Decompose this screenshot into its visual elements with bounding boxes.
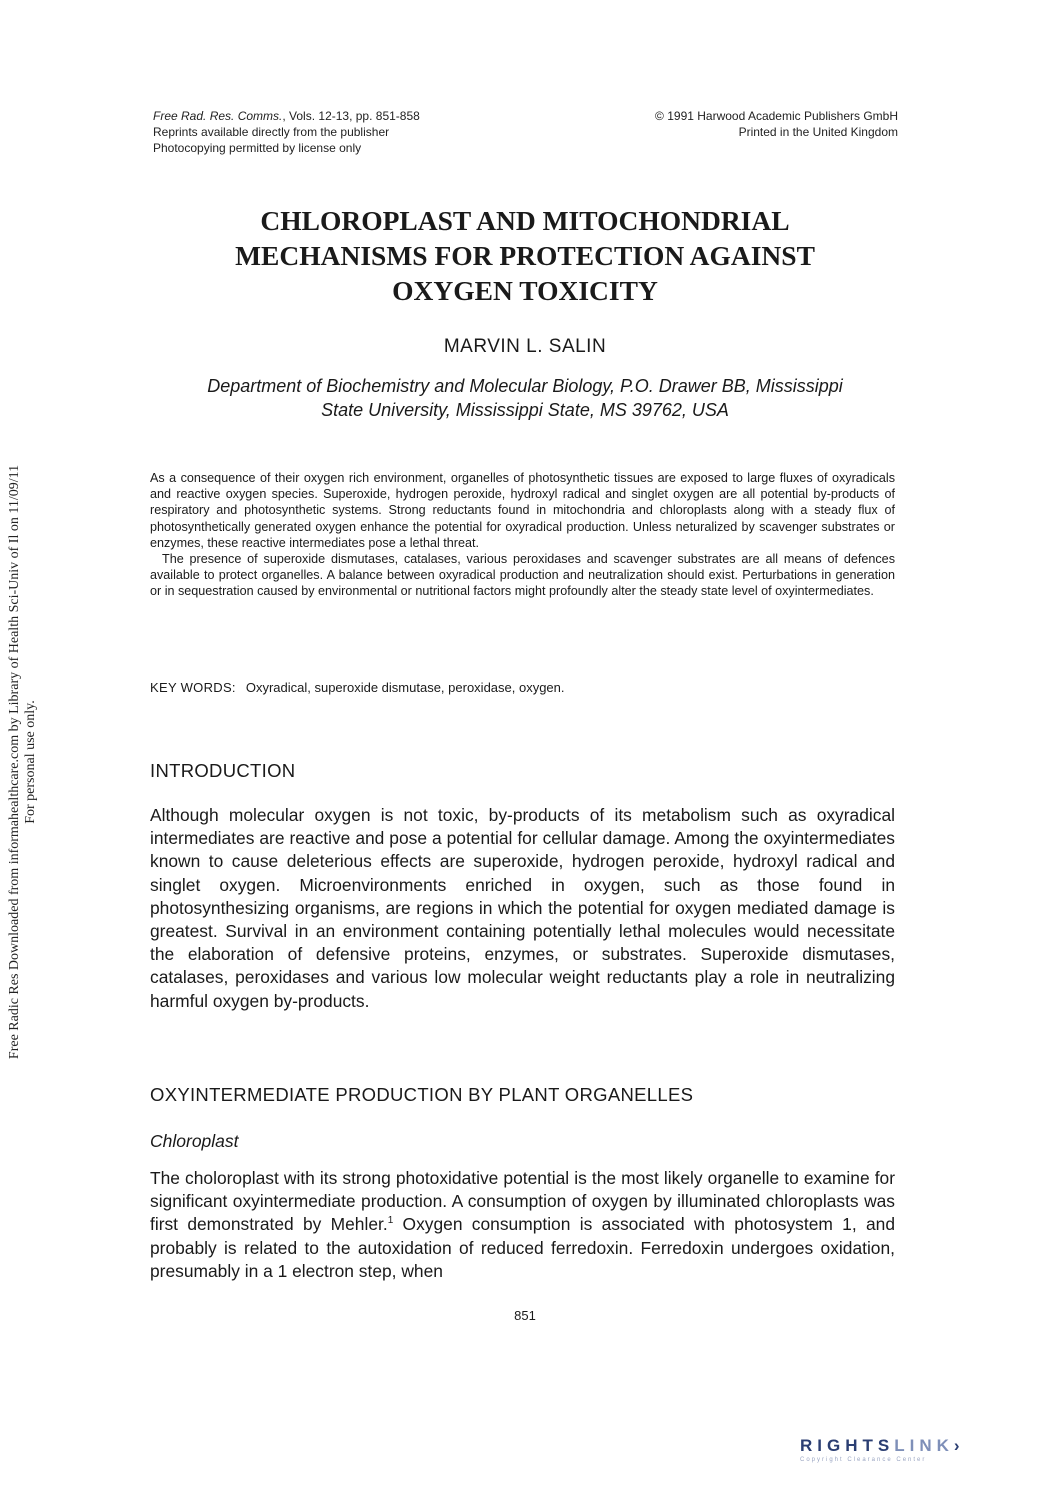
download-watermark — [0, 0, 46, 1500]
introduction-paragraph: Although molecular oxygen is not toxic, by-products of its metabolism such as oxyradical intermediates are reactive and pose a potential for cellular damage. Among the oxyintermediates known to cause deleterious effects are superoxide, hydrogen peroxide, hydroxyl radical and singlet oxygen. Microenvironments enriched in oxygen, such as those found in photosynthesizing organisms, are regions in which the potential for oxygen mediated damage is greatest. Survival in an environment containing potentially lethal molecules would necessitate the elaboration of defensive proteins, enzymes, or substrates. Superoxide dismutases, catalases, peroxidases and various low molecular weight reductants play a role in neutralizing harmful oxygen by-products. — [150, 805, 895, 1011]
keywords — [150, 680, 895, 695]
keywords-label: KEY WORDS: — [150, 680, 236, 695]
title-line: OXYGEN TOXICITY — [392, 275, 658, 306]
page-number: 851 — [514, 1308, 536, 1323]
chevron-right-icon: › — [953, 1436, 965, 1455]
reference-marker: 1 — [387, 1215, 394, 1227]
keywords-list: Oxyradical, superoxide dismutase, peroxidase, oxygen. — [245, 680, 565, 695]
journal-volume: , Vols. 12-13, pp. 851-858 — [282, 109, 420, 123]
abstract — [150, 470, 895, 600]
section-heading-oxyintermediate: OXYINTERMEDIATE PRODUCTION BY PLANT ORGANELLES — [150, 1084, 694, 1105]
abstract-paragraph: The presence of superoxide dismutases, catalases, various peroxidases and scavenger substrates are all means of defences available to protect organelles. A balance between oxyradical production and neutralization should exist. Perturbations in generation or in sequestration caused by environmental or nutritional factors might profoundly alter the steady state level of oxyintermediates. — [150, 552, 895, 599]
chloroplast-paragraph — [150, 1167, 895, 1283]
photocopy-note: Photocopying permitted by license only — [153, 141, 362, 155]
copyright-line: © 1991 Harwood Academic Publishers GmbH — [655, 109, 898, 123]
watermark-line-1: Free Radic Res Downloaded from informahealthcare.com by Library of Health Sci-Univ of Il on 11/09/11 — [7, 464, 22, 1060]
abstract-paragraph: As a consequence of their oxygen rich environment, organelles of photosynthetic tissues are exposed to large fluxes of oxyradicals and reactive oxygen species. Superoxide, hydrogen peroxide, hydroxyl radical and singlet oxygen are all potential by-products of respiratory and photosynthetic systems. Strong reductants found in mitochondria and chloroplasts along with a steady flux of photosynthetically generated oxygen enhance the potential for oxyradical production. Unless neturalized by scavenger substrates or enzymes, these reactive intermediates pose a lethal threat. — [150, 471, 895, 550]
paragraph-text: The choloroplast with its strong photoxidative potential is the most likely organelle to examine for significant oxyintermediate production. A consumption of oxygen by illuminated chloroplasts was first demonstrated by Mehler. — [150, 1168, 895, 1235]
title-line: CHLOROPLAST AND MITOCHONDRIAL — [260, 205, 790, 236]
paragraph-text: Oxygen consumption is associated with photosystem 1, and probably is related to the autoxidation of reduced ferredoxin. Ferredoxin undergoes oxidation, presumably in a 1 electron step, when — [150, 1214, 895, 1281]
reprints-note: Reprints available directly from the publisher — [153, 125, 390, 139]
affiliation — [150, 374, 900, 422]
printed-line: Printed in the United Kingdom — [738, 125, 898, 139]
author-name: MARVIN L. SALIN — [443, 336, 607, 357]
copyright-notice — [640, 108, 898, 140]
title-line: MECHANISMS FOR PROTECTION AGAINST — [235, 240, 815, 271]
subsection-heading-chloroplast: Chloroplast — [150, 1131, 239, 1151]
affiliation-line: State University, Mississippi State, MS 39762, USA — [321, 400, 729, 420]
section-heading-introduction: INTRODUCTION — [150, 760, 296, 781]
affiliation-line: Department of Biochemistry and Molecular Biology, P.O. Drawer BB, Mississippi — [207, 376, 843, 396]
paper-title — [150, 203, 900, 308]
rightslink-logo — [800, 1436, 1030, 1476]
logo-subtitle: Copyright Clearance Center — [800, 1457, 927, 1463]
logo-text: LINK — [894, 1436, 954, 1455]
journal-name: Free Rad. Res. Comms. — [153, 109, 283, 123]
journal-citation — [153, 108, 533, 156]
watermark-line-2: For personal use only. — [23, 700, 38, 824]
logo-text: RIGHTS — [800, 1436, 895, 1455]
